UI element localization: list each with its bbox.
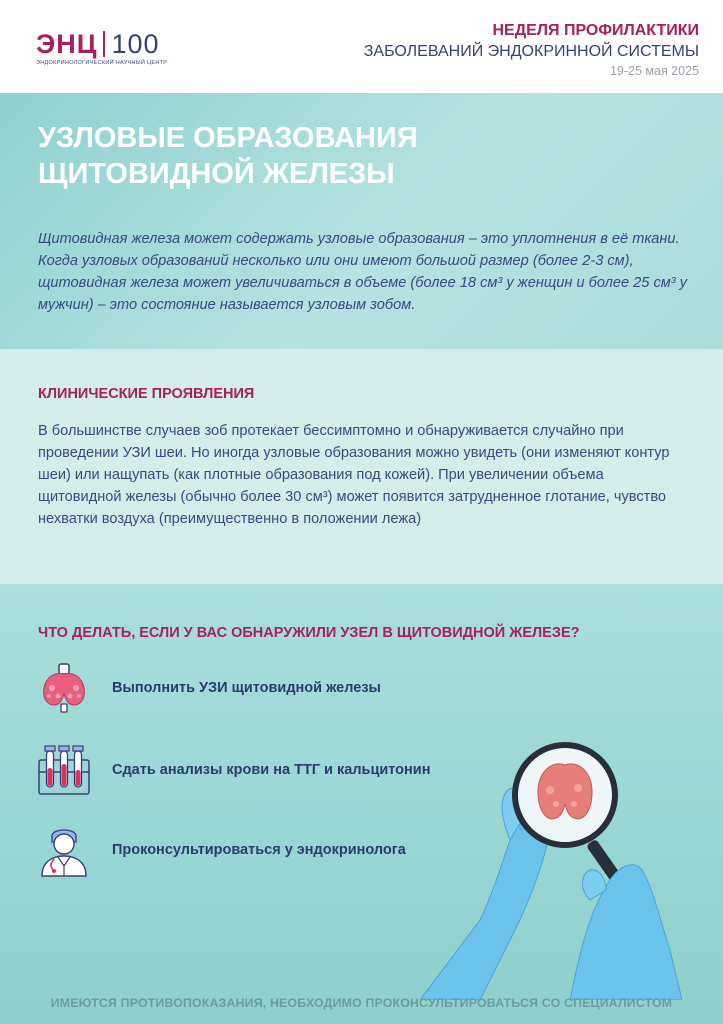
logo-mark [36,30,167,58]
magnifier-illustration [420,720,723,1000]
step-ultrasound-label: Выполнить УЗИ щитовидной железы [112,680,381,696]
page-header [0,0,723,93]
campaign-subtitle: ЗАБОЛЕВАНИЙ ЭНДОКРИННОЙ СИСТЕМЫ [363,43,699,60]
campaign-info [364,21,699,80]
thyroid-icon [36,660,92,716]
logo-letters: ЭНЦ [36,29,98,59]
page-title-line1: УЗЛОВЫЕ ОБРАЗОВАНИЯ [38,122,418,154]
step-consultation-label: Проконсультироваться у эндокринолога [112,842,406,858]
page-title-line2: ЩИТОВИДНОЙ ЖЕЛЕЗЫ [38,158,395,190]
campaign-dates: 19-25 мая 2025 [609,64,699,78]
logo-divider [103,31,105,57]
step-ultrasound [36,660,381,716]
clinical-heading: КЛИНИЧЕСКИЕ ПРОЯВЛЕНИЯ [38,386,255,402]
page-title [38,120,418,192]
actions-heading: ЧТО ДЕЛАТЬ, ЕСЛИ У ВАС ОБНАРУЖИЛИ УЗЕЛ В ЩИТОВИДНОЙ ЖЕЛЕЗЕ? [38,625,580,641]
logo [36,30,167,66]
step-consultation [36,822,406,878]
logo-subtitle: ЭНДОКРИНОЛОГИЧЕСКИЙ НАУЧНЫЙ ЦЕНТР [36,60,168,66]
intro-text: Щитовидная железа может содержать узловые образования – это уплотнения в её ткани. Когда узловых образований несколько или они имеют большой размер (более 2-3 см), щитовидная железа может увеличиваться в объеме (более 18 см³ у женщин и более 25 см³ у мужчин) – это состояние называется узловым зобом. [38,231,687,313]
step-blood-test-label: Сдать анализы крови на ТТГ и кальцитонин [112,762,431,778]
test-tubes-icon [36,742,92,798]
disclaimer: ИМЕЮТСЯ ПРОТИВОПОКАЗАНИЯ, НЕОБХОДИМО ПРОКОНСУЛЬТИРОВАТЬСЯ СО СПЕЦИАЛИСТОМ [50,996,673,1010]
logo-number: 100 [111,29,160,59]
step-blood-test [36,742,430,798]
clinical-text: В большинстве случаев зоб протекает бессимптомно и обнаруживается случайно при проведении УЗИ шеи. Но иногда узловые образования можно увидеть (они изменяют контур шеи) или нащупать (как плотные образования под кожей). При увеличении объема щитовидной железы (обычно более 30 см³) может появится затрудненное глотание, чувство нехватки воздуха (преимущественно в положении лежа) [38,423,670,527]
doctor-icon [36,822,92,878]
campaign-title: НЕДЕЛЯ ПРОФИЛАКТИКИ [492,22,699,39]
